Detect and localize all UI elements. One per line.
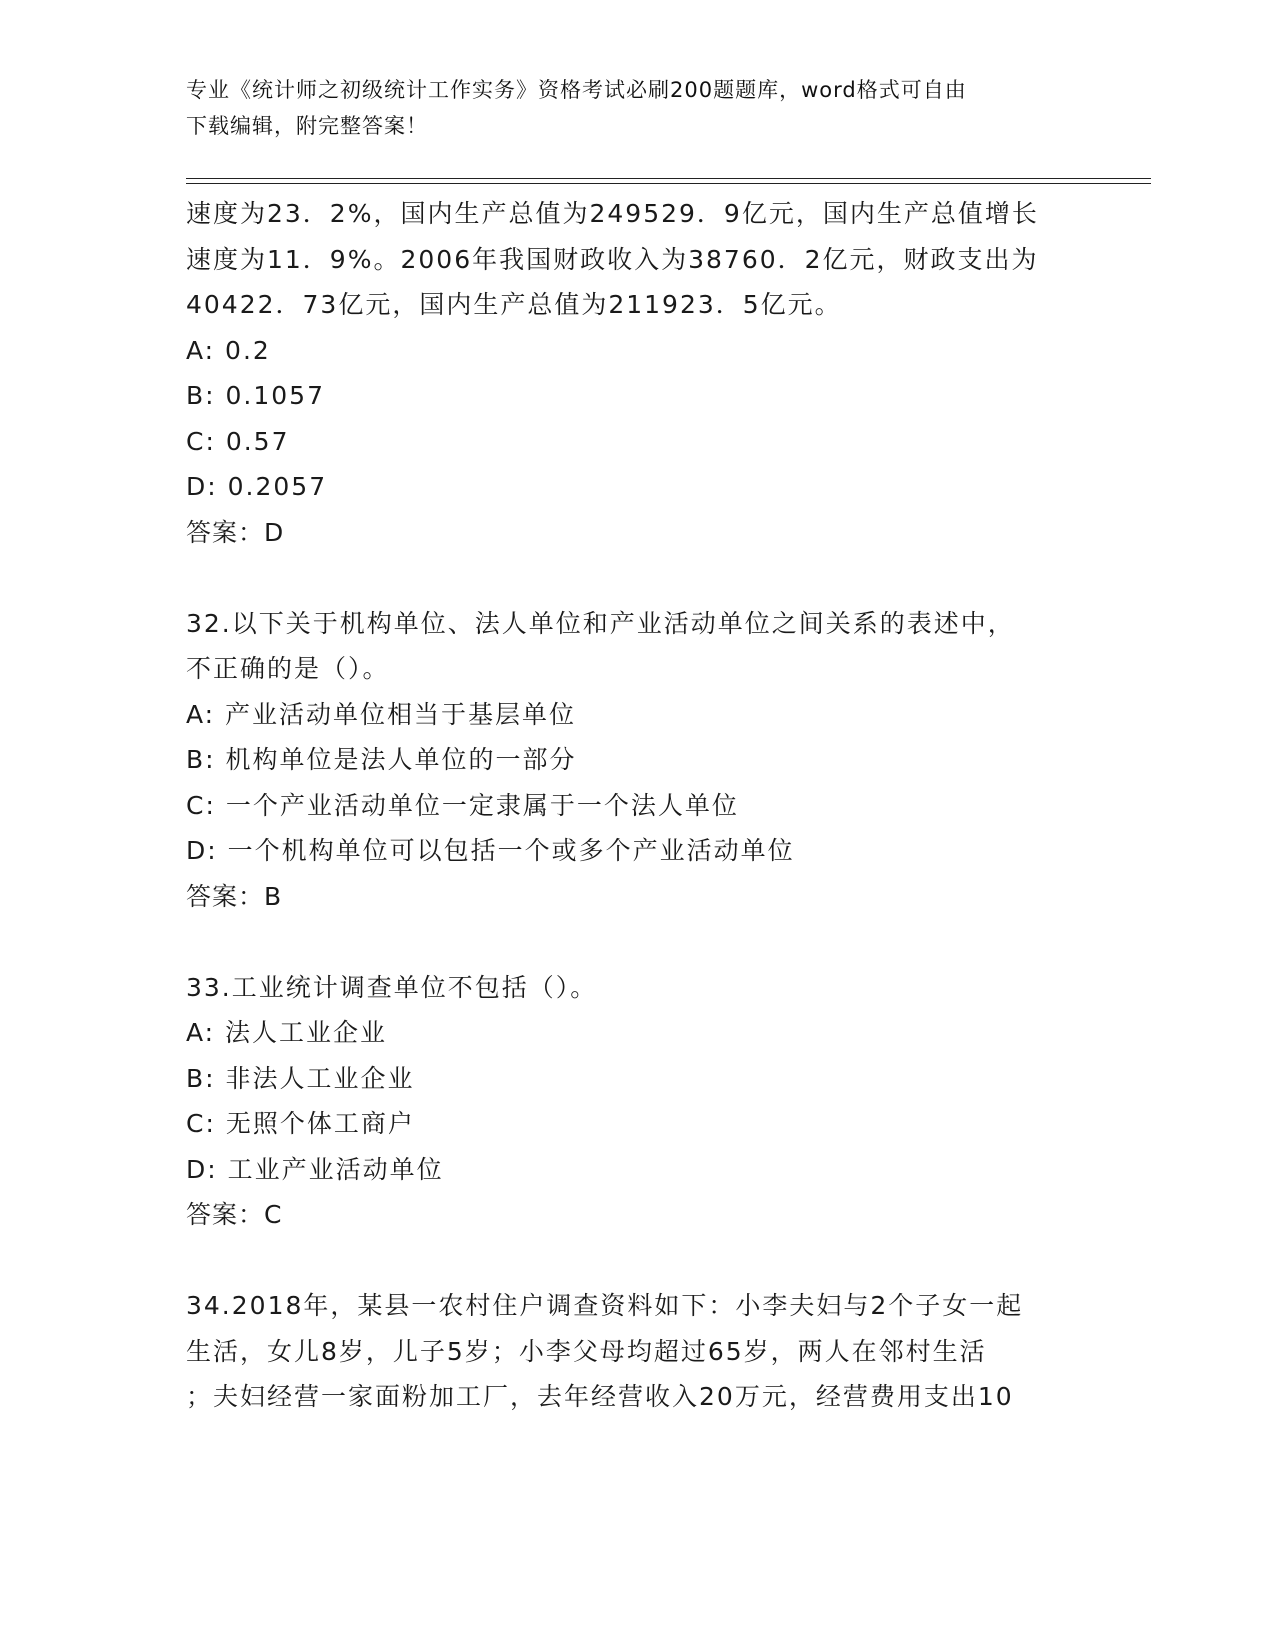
option-c: C: 0.57 [186,426,290,456]
question-text-line: 速度为23．2%，国内生产总值为249529．9亿元，国内生产总值增长 [186,199,1039,228]
header-line-1: 专业《统计师之初级统计工作实务》资格考试必刷200题题库，word格式可自由 [186,78,967,102]
question-text-line: 速度为11．9%。2006年我国财政收入为38760．2亿元，财政支出为 [186,244,1039,274]
option-a: A: 0.2 [186,335,271,365]
option-c: C: 无照个体工商户 [186,1109,415,1138]
question-text-line: 生活，女儿8岁，儿子5岁；小李父母均超过65岁，两人在邻村生活 [186,1336,987,1366]
header-divider-bottom [186,183,1151,184]
option-d: D: 0.2057 [186,472,328,501]
question-text-line: 34.2018年，某县一农村住户调查资料如下：小李夫妇与2个子女一起 [186,1291,1024,1320]
option-d: D: 一个机构单位可以包括一个或多个产业活动单位 [186,836,795,865]
option-c: C: 一个产业活动单位一定隶属于一个法人单位 [186,790,739,820]
option-a: A: 产业活动单位相当于基层单位 [186,699,577,729]
answer-label: 答案：D [186,517,285,547]
question-continued [186,191,1086,555]
question-34 [186,1283,1086,1420]
question-text-line: 40422．73亿元，国内生产总值为211923．5亿元。 [186,290,842,319]
answer-label: 答案：B [186,881,283,911]
question-text-line: 32.以下关于机构单位、法人单位和产业活动单位之间关系的表述中， [186,608,1015,638]
question-32 [186,601,1086,920]
option-b: B: 非法人工业企业 [186,1063,415,1093]
question-33 [186,965,1086,1238]
document-header [186,72,1086,144]
document-body [186,191,1086,1420]
header-divider-top [186,178,1151,179]
question-text-line: 不正确的是（）。 [186,654,390,683]
header-line-2: 下载编辑，附完整答案！ [186,114,428,138]
answer-label: 答案：C [186,1200,283,1229]
question-text-line: 33.工业统计调查单位不包括（）。 [186,972,598,1002]
option-b: B: 机构单位是法人单位的一部分 [186,745,577,774]
question-text-line: ；夫妇经营一家面粉加工厂，去年经营收入20万元，经营费用支出10 [186,1382,1014,1411]
option-b: B: 0.1057 [186,381,325,410]
option-a: A: 法人工业企业 [186,1018,388,1047]
option-d: D: 工业产业活动单位 [186,1154,444,1184]
